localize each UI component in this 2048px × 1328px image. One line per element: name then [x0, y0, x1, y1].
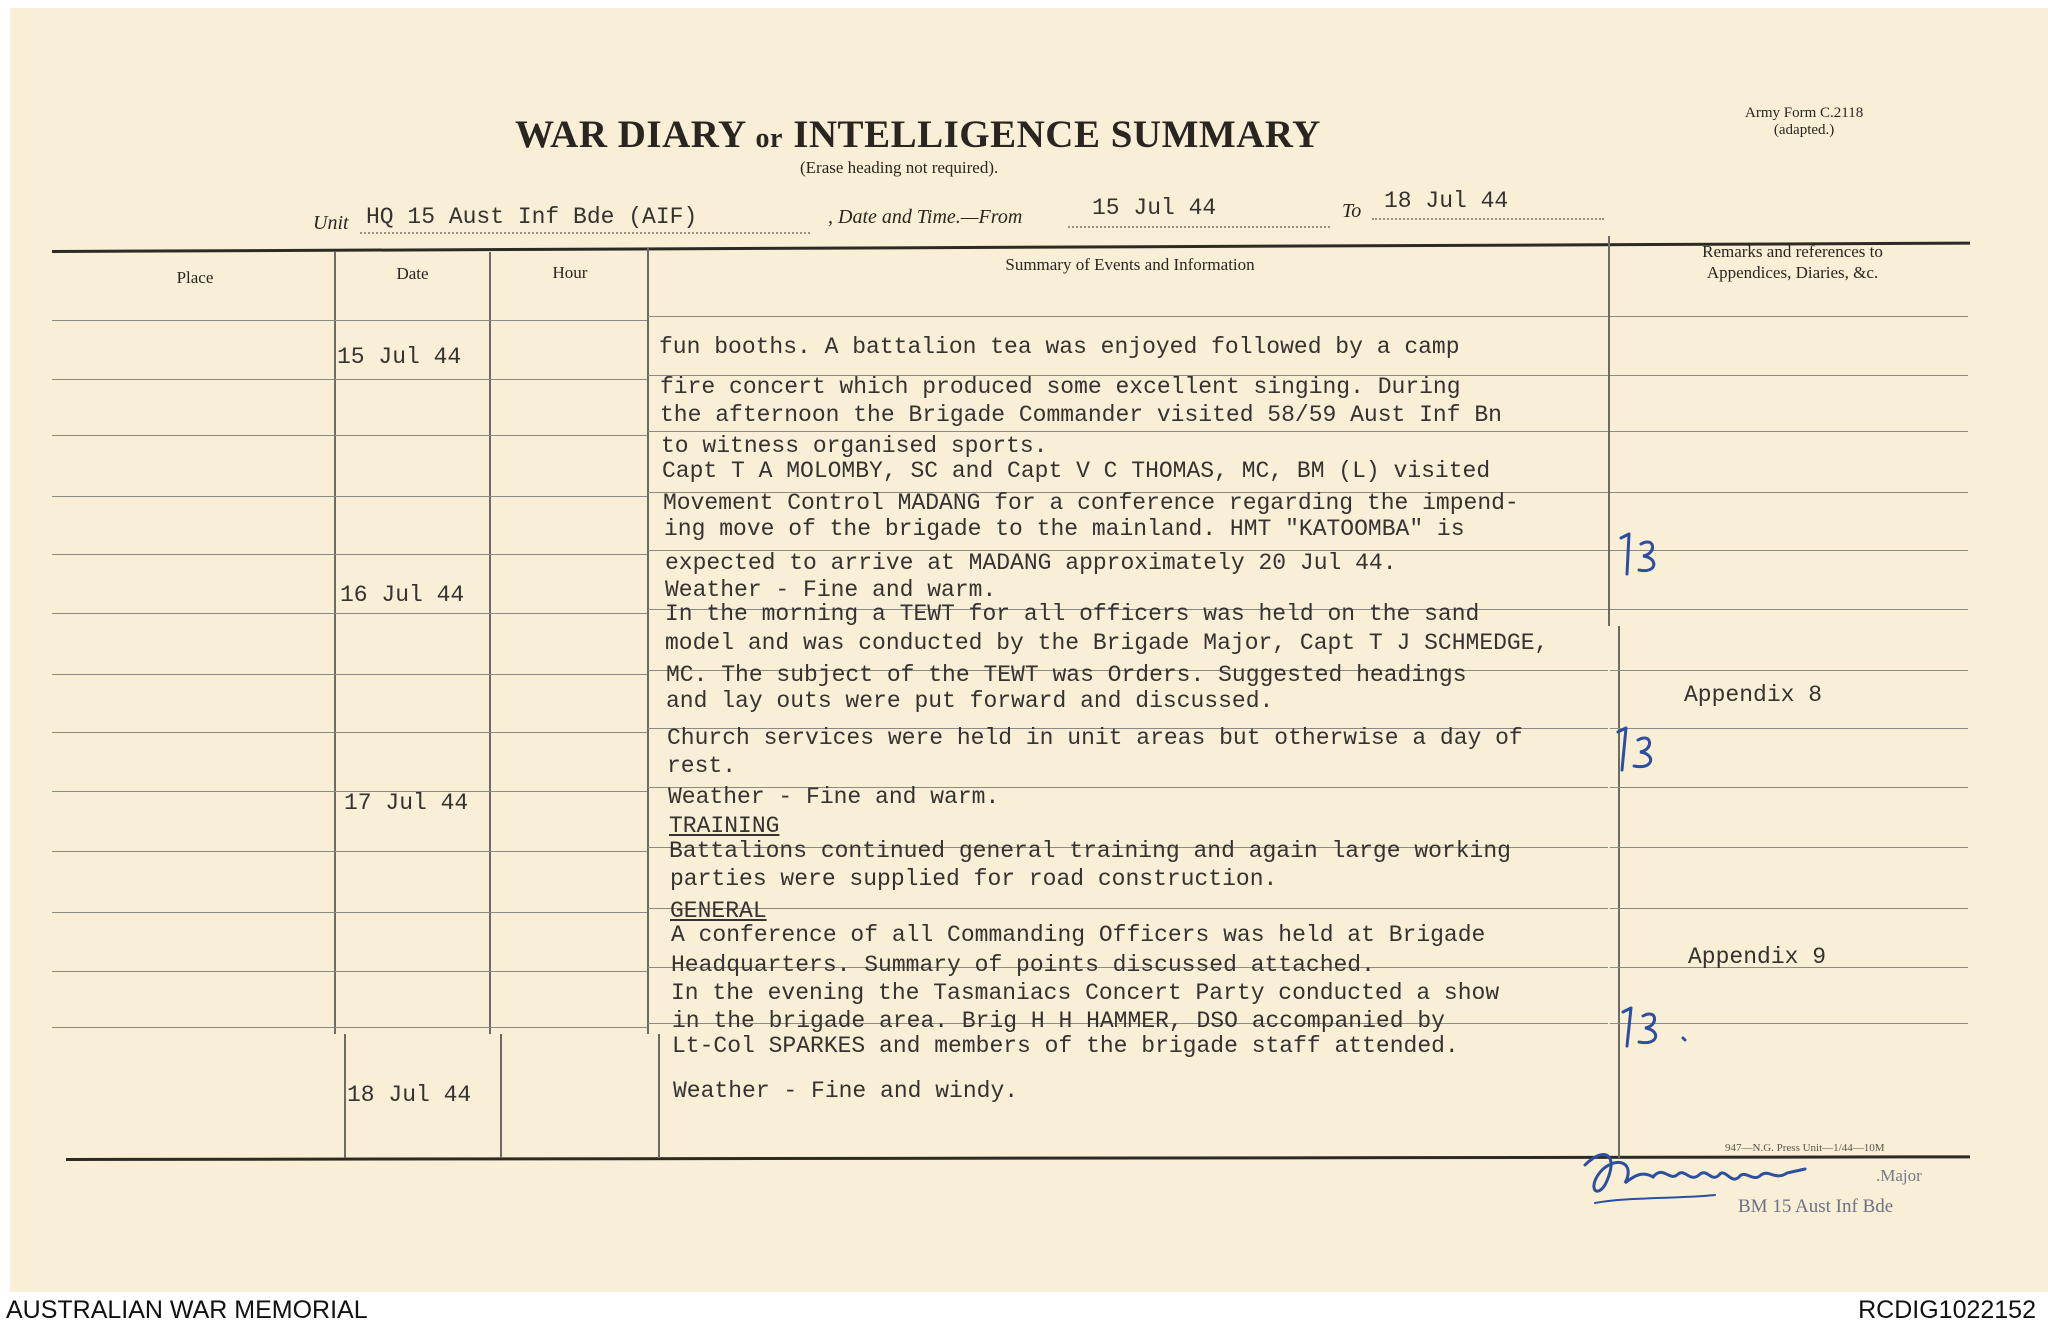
- section-heading-general: GENERAL: [670, 898, 767, 924]
- summary-line: fire concert which produced some excellent singing. During: [660, 374, 1461, 400]
- summary-line: Headquarters. Summary of points discussed attached.: [671, 952, 1375, 978]
- ruled-line: [334, 674, 489, 675]
- summary-line: model and was conducted by the Brigade Major, Capt T J SCHMEDGE,: [665, 630, 1549, 656]
- ruled-line: [52, 379, 334, 380]
- col-header-remarks: [1620, 241, 1965, 283]
- summary-line: Lt-Col SPARKES and members of the brigade staff attended.: [672, 1033, 1459, 1059]
- ruled-line: [648, 316, 1608, 317]
- ruled-line: [52, 496, 334, 497]
- summary-line: ing move of the brigade to the mainland. HMT "KATOOMBA" is: [664, 516, 1465, 542]
- ruled-line: [334, 379, 489, 380]
- divider-place-date: [334, 252, 336, 1034]
- unit-value: HQ 15 Aust Inf Bde (AIF): [366, 204, 698, 230]
- summary-line: In the morning a TEWT for all officers was held on the sand: [665, 601, 1480, 627]
- ruled-line: [1610, 908, 1968, 909]
- date-entry-18-jul: 18 Jul 44: [347, 1082, 472, 1108]
- col-header-place: Place: [176, 268, 214, 287]
- handwritten-initials-mark: [1617, 1000, 1695, 1056]
- ruled-line: [489, 971, 647, 972]
- ruled-line: [489, 435, 647, 436]
- ruled-line: [489, 613, 647, 614]
- ruled-line: [1610, 375, 1968, 376]
- handwritten-initials-mark: [1615, 528, 1675, 580]
- footer-source-label: AUSTRALIAN WAR MEMORIAL: [6, 1296, 368, 1324]
- ruled-line: [489, 379, 647, 380]
- ruled-line: [334, 496, 489, 497]
- ruled-line: [334, 732, 489, 733]
- divider-date-hour-lower: [500, 1034, 502, 1158]
- ruled-line: [52, 912, 334, 913]
- to-date-value: 18 Jul 44: [1384, 188, 1509, 214]
- army-form-number: [1745, 105, 1863, 139]
- summary-line: expected to arrive at MADANG approximately 20 Jul 44.: [665, 550, 1397, 576]
- ruled-line: [1610, 316, 1968, 317]
- printer-note: 947—N.G. Press Unit—1/44—10M: [1725, 1142, 1885, 1154]
- summary-line: Weather - Fine and windy.: [673, 1078, 1019, 1104]
- ruled-line: [334, 851, 489, 852]
- col-header-date: Date: [396, 264, 429, 283]
- from-dots: [1068, 226, 1330, 228]
- summary-line: Capt T A MOLOMBY, SC and Capt V C THOMAS, MC, BM (L) visited: [662, 458, 1491, 484]
- remarks-header-line1: Remarks and references to: [1702, 242, 1883, 261]
- handwritten-initials-mark: [1612, 720, 1672, 776]
- ruled-line: [52, 732, 334, 733]
- ruled-line: [52, 435, 334, 436]
- date-entry-15-jul: 15 Jul 44: [337, 344, 462, 370]
- ruled-line: [1610, 787, 1968, 788]
- from-date-value: 15 Jul 44: [1092, 195, 1217, 221]
- divider-date-hour: [489, 252, 491, 1034]
- divider-hour-summary: [647, 248, 649, 1034]
- summary-line: A conference of all Commanding Officers was held at Brigade: [671, 922, 1486, 948]
- section-heading-training: TRAINING: [669, 813, 780, 839]
- ruled-line: [334, 613, 489, 614]
- summary-line: parties were supplied for road construction.: [670, 866, 1278, 892]
- ruled-line: [489, 791, 647, 792]
- ruled-line: [489, 674, 647, 675]
- ruled-line: [334, 912, 489, 913]
- ruled-line: [52, 971, 334, 972]
- date-entry-16-jul: 16 Jul 44: [340, 582, 465, 608]
- ruled-line: [489, 912, 647, 913]
- ruled-line: [1610, 431, 1968, 432]
- ruled-line: [334, 435, 489, 436]
- ruled-line: [52, 791, 334, 792]
- summary-line: Battalions continued general training and again large working: [669, 838, 1511, 864]
- ruled-line: [489, 496, 647, 497]
- ruled-line: [1610, 847, 1968, 848]
- army-form-line1: Army Form C.2118: [1745, 105, 1864, 121]
- footer-record-id: RCDIG1022152: [1858, 1296, 2036, 1324]
- remarks-header-line2: Appendices, Diaries, &c.: [1706, 263, 1879, 282]
- date-from-label: , Date and Time.—From: [828, 206, 1023, 228]
- divider-place-date-lower: [344, 1034, 346, 1158]
- ruled-line: [334, 971, 489, 972]
- col-header-summary: Summary of Events and Information: [1005, 255, 1255, 274]
- ruled-line: [489, 851, 647, 852]
- summary-line: MC. The subject of the TEWT was Orders. Suggested headings: [666, 662, 1467, 688]
- ruled-line: [334, 320, 489, 321]
- to-label: To: [1342, 200, 1362, 222]
- ruled-line: [52, 554, 334, 555]
- summary-line: in the brigade area. Brig H H HAMMER, DSO accompanied by: [672, 1008, 1445, 1034]
- signature-rank: .Major: [1876, 1166, 1922, 1185]
- date-entry-17-jul: 17 Jul 44: [344, 790, 469, 816]
- summary-line: to witness organised sports.: [661, 433, 1048, 459]
- unit-dots: [360, 232, 810, 234]
- summary-line: Movement Control MADANG for a conference regarding the impend-: [663, 490, 1519, 516]
- ruled-line: [1610, 609, 1968, 610]
- summary-line: the afternoon the Brigade Commander visited 58/59 Aust Inf Bn: [660, 402, 1502, 428]
- remark-appendix-9: Appendix 9: [1688, 944, 1827, 970]
- ruled-line: [52, 320, 334, 321]
- ruled-line: [489, 320, 647, 321]
- form-title: WAR DIARY or INTELLIGENCE SUMMARY: [515, 113, 1321, 156]
- remark-appendix-8: Appendix 8: [1684, 682, 1823, 708]
- ruled-line: [52, 1027, 334, 1028]
- ruled-line: [52, 674, 334, 675]
- army-form-line2: (adapted.): [1773, 122, 1835, 138]
- ruled-line: [489, 554, 647, 555]
- ruled-line: [489, 732, 647, 733]
- to-dots: [1372, 218, 1604, 220]
- ruled-line: [334, 1027, 489, 1028]
- summary-line: Weather - Fine and warm.: [668, 784, 1000, 810]
- ruled-line: [52, 613, 334, 614]
- ruled-line: [648, 908, 1608, 909]
- col-header-hour: Hour: [552, 263, 588, 282]
- divider-summary-remarks-lower: [1618, 626, 1620, 1158]
- ruled-line: [489, 1027, 647, 1028]
- summary-line: rest.: [667, 753, 737, 779]
- summary-line: Church services were held in unit areas but otherwise a day of: [667, 725, 1523, 751]
- archive-footer: [0, 1292, 2048, 1328]
- ruled-line: [1610, 670, 1968, 671]
- summary-line: Weather - Fine and warm.: [665, 577, 997, 603]
- summary-line: In the evening the Tasmaniacs Concert Party conducted a show: [671, 980, 1500, 1006]
- divider-hour-summary-lower: [658, 1034, 660, 1158]
- brigade-stamp: BM 15 Aust Inf Bde: [1738, 1196, 1894, 1217]
- ruled-line: [334, 554, 489, 555]
- ruled-line: [52, 851, 334, 852]
- summary-line: fun booths. A battalion tea was enjoyed followed by a camp: [659, 334, 1460, 360]
- ruled-line: [1610, 492, 1968, 493]
- erase-note: (Erase heading not required).: [800, 158, 999, 177]
- summary-line: and lay outs were put forward and discussed.: [666, 688, 1274, 714]
- unit-label: Unit: [313, 212, 349, 234]
